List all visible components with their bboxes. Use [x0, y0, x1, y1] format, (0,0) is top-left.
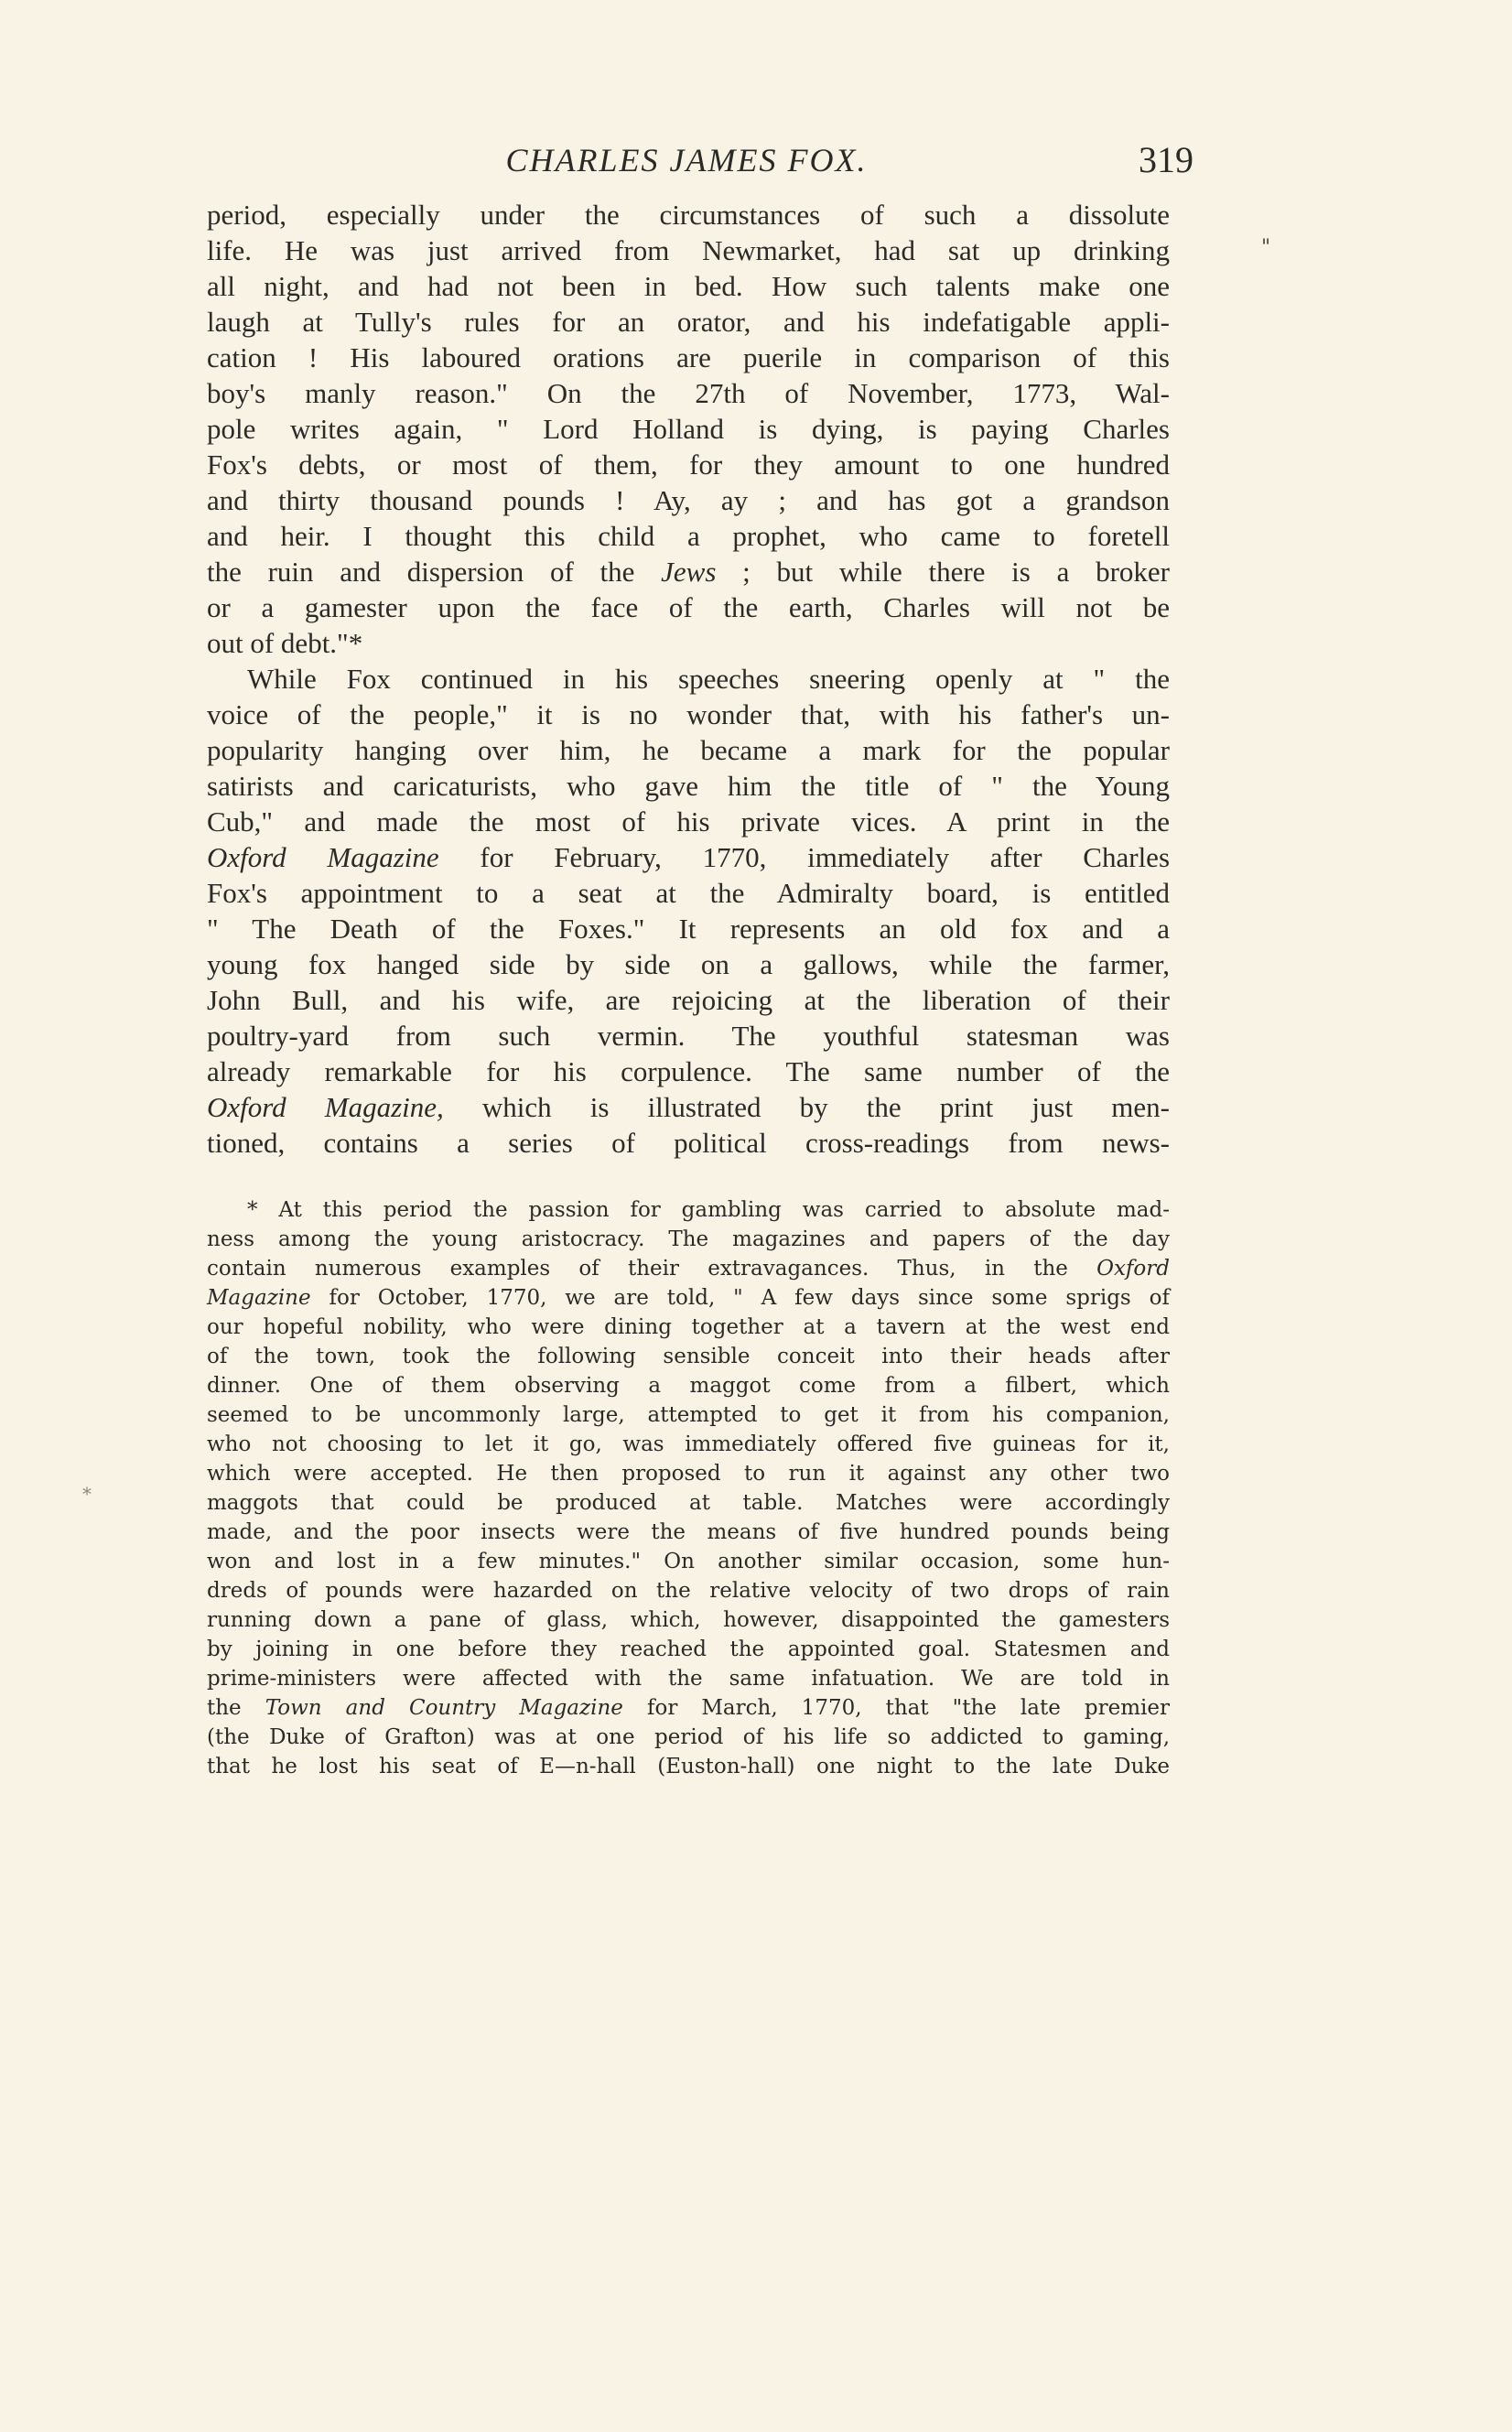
body-line: and heir. I thought this child a prophet, who came to foretell — [207, 520, 1170, 552]
footnote-line: the Town and Country Magazine for March, 1770, that "the late premier — [207, 1696, 1171, 1720]
margin-mark-right: " — [1261, 236, 1271, 259]
italic-title: Town and Country Magazine — [265, 1696, 623, 1720]
margin-mark-left: * — [82, 1483, 92, 1505]
italic-title: Jews — [661, 556, 717, 588]
body-line: laugh at Tully's rules for an orator, and his indefatigable appli- — [207, 306, 1170, 338]
footnote-line: maggots that could be produced at table. Matches were accordingly — [207, 1491, 1170, 1515]
footnote-line: seemed to be uncommonly large, attempted to get it from his companion, — [207, 1403, 1170, 1427]
body-line: out of debt."* — [207, 627, 363, 659]
running-title: CHARLES JAMES FOX. — [505, 142, 868, 178]
footnote-line: our hopeful nobility, who were dining together at a tavern at the west end — [207, 1315, 1170, 1339]
body-line: voice of the people," it is no wonder that, with his father's un- — [207, 698, 1170, 730]
body-line: all night, and had not been in bed. How such talents make one — [207, 270, 1170, 302]
footnote-line: of the town, took the following sensible conceit into their heads after — [207, 1345, 1170, 1368]
body-line: Fox's appointment to a seat at the Admiralty board, is entitled — [207, 877, 1170, 909]
italic-title: Magazine — [207, 1286, 311, 1310]
body-line: pole writes again, " Lord Holland is dying, is paying Charles — [207, 413, 1170, 445]
running-head — [207, 137, 1193, 183]
body-line: period, especially under the circumstances of such a dissolute — [207, 199, 1170, 231]
footnote-line: dreds of pounds were hazarded on the relative velocity of two drops of rain — [207, 1579, 1170, 1603]
footnote — [207, 1195, 1170, 1781]
body-line: and thirty thousand pounds ! Ay, ay ; and has got a grandson — [207, 484, 1170, 516]
footnote-line: who not choosing to let it go, was immediately offered five guineas for it, — [207, 1432, 1170, 1456]
italic-title: Oxford Magazine — [207, 841, 439, 873]
footnote-line: Magazine for October, 1770, we are told, " A few days since some sprigs of — [207, 1286, 1170, 1310]
footnote-line: running down a pane of glass, which, however, disappointed the gamesters — [207, 1608, 1170, 1632]
footnote-line: contain numerous examples of their extravagances. Thus, in the Oxford — [207, 1257, 1170, 1281]
footnote-line: by joining in one before they reached the appointed goal. Statesmen and — [207, 1638, 1170, 1661]
italic-title: Oxford Magazine, — [207, 1091, 444, 1123]
body-line: Oxford Magazine for February, 1770, immediately after Charles — [207, 841, 1171, 873]
body-line: already remarkable for his corpulence. The same number of the — [207, 1055, 1170, 1087]
body-line: poultry-yard from such vermin. The youthful statesman was — [207, 1020, 1170, 1052]
footnote-line: (the Duke of Grafton) was at one period of his life so addicted to gaming, — [207, 1725, 1170, 1749]
body-line: the ruin and dispersion of the Jews ; but while there is a broker — [207, 556, 1170, 588]
body-line: young fox hanged side by side on a gallows, while the farmer, — [207, 948, 1170, 980]
footnote-line: that he lost his seat of E—n-hall (Euston-hall) one night to the late Duke — [207, 1755, 1170, 1778]
body-line: or a gamester upon the face of the earth, Charles will not be — [207, 591, 1170, 623]
body-text — [207, 197, 1170, 1161]
body-line: " The Death of the Foxes." It represents an old fox and a — [207, 913, 1170, 945]
italic-title: Oxford — [1096, 1257, 1170, 1281]
page-number: 319 — [1139, 139, 1193, 180]
footnote-line: dinner. One of them observing a maggot come from a filbert, which — [207, 1374, 1170, 1398]
body-line: John Bull, and his wife, are rejoicing at the liberation of their — [207, 984, 1170, 1016]
body-line: popularity hanging over him, he became a mark for the popular — [207, 734, 1170, 766]
body-line: satirists and caricaturists, who gave him the title of " the Young — [207, 770, 1170, 802]
footnote-line: won and lost in a few minutes." On another similar occasion, some hun- — [207, 1550, 1170, 1573]
body-line: While Fox continued in his speeches sneering openly at " the — [247, 663, 1170, 695]
body-line: cation ! His laboured orations are puerile in comparison of this — [207, 341, 1170, 373]
body-line: Fox's debts, or most of them, for they amount to one hundred — [207, 449, 1170, 481]
footnote-line: ness among the young aristocracy. The magazines and papers of the day — [207, 1227, 1170, 1251]
body-line: tioned, contains a series of political cross-readings from news- — [207, 1127, 1170, 1159]
footnote-line: made, and the poor insects were the means of five hundred pounds being — [207, 1520, 1170, 1544]
footnote-line: prime-ministers were affected with the same infatuation. We are told in — [207, 1667, 1170, 1691]
body-line: life. He was just arrived from Newmarket, had sat up drinking — [207, 234, 1170, 266]
body-line: Oxford Magazine, which is illustrated by the print just men- — [207, 1091, 1170, 1123]
body-line: Cub," and made the most of his private vices. A print in the — [207, 805, 1170, 838]
footnote-line: which were accepted. He then proposed to run it against any other two — [207, 1462, 1170, 1486]
footnote-line: * At this period the passion for gambling was carried to absolute mad- — [247, 1198, 1170, 1222]
body-line: boy's manly reason." On the 27th of November, 1773, Wal- — [207, 377, 1170, 409]
